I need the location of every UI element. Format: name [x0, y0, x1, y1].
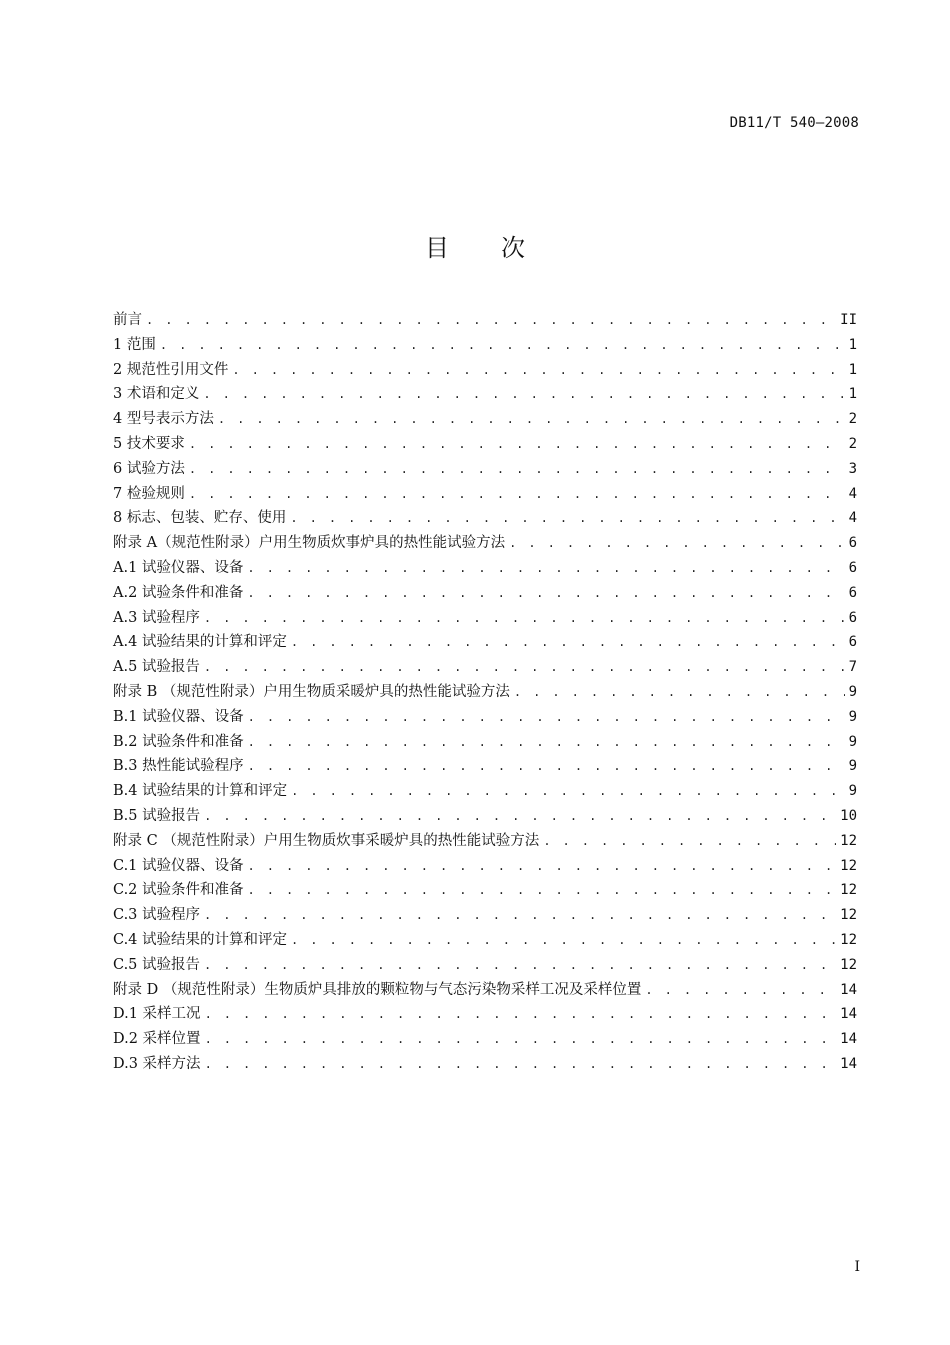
toc-entry-page: 12 [840, 857, 857, 874]
toc-entry-page: 9 [848, 758, 857, 775]
toc-entry-label: A.1 试验仪器、设备 [113, 559, 244, 576]
toc-entry[interactable] [113, 1002, 857, 1027]
toc-entry-page: II [840, 312, 857, 328]
toc-leader-dots [189, 482, 845, 507]
toc-leader-dots [291, 928, 836, 953]
page-number: I [854, 1259, 860, 1275]
toc-entry[interactable] [113, 531, 857, 556]
toc-entry-page: 6 [848, 559, 857, 576]
toc-entry[interactable] [113, 953, 857, 978]
toc-entry-page: 6 [848, 609, 857, 626]
toc-entry[interactable] [113, 630, 857, 655]
toc-leader-dots [290, 506, 844, 531]
toc-entry-label: C.4 试验结果的计算和评定 [113, 931, 288, 948]
toc-leader-dots [204, 953, 836, 978]
toc-leader-dots [232, 358, 844, 383]
toc-entry-label: B.5 试验报告 [113, 807, 201, 824]
toc-entry-page: 12 [840, 956, 857, 973]
toc-entry-label: C.5 试验报告 [113, 956, 201, 973]
toc-entry-page: 4 [848, 510, 857, 527]
toc-entry-label: A.4 试验结果的计算和评定 [113, 634, 287, 651]
toc-entry[interactable] [113, 407, 857, 432]
toc-leader-dots [205, 1052, 837, 1077]
toc-entry-page: 9 [848, 683, 857, 700]
toc-leader-dots [218, 407, 845, 432]
toc-leader-dots [203, 382, 844, 407]
toc-entry[interactable] [113, 779, 857, 804]
toc-leader-dots [291, 630, 845, 655]
toc-entry-page: 14 [840, 1006, 857, 1023]
toc-leader-dots [204, 903, 836, 928]
toc-entry-page: 7 [848, 659, 857, 676]
toc-entry-label: B.3 热性能试验程序 [113, 758, 244, 775]
toc-entry-page: 10 [840, 807, 857, 824]
document-id: DB11/T 540—2008 [729, 115, 859, 131]
toc-entry-page: 12 [840, 907, 857, 924]
toc-leader-dots [247, 581, 844, 606]
toc-entry[interactable] [113, 804, 857, 829]
toc-entry-page: 14 [840, 981, 857, 998]
toc-entry-page: 3 [848, 460, 857, 477]
toc-leader-dots [645, 978, 836, 1003]
toc-entry[interactable] [113, 903, 857, 928]
toc-entry[interactable] [113, 432, 857, 457]
toc-entry-label: 前言 [113, 312, 142, 328]
toc-leader-dots [146, 308, 836, 333]
toc-entry-label: D.1 采样工况 [113, 1006, 201, 1023]
toc-entry[interactable] [113, 382, 857, 407]
toc-leader-dots [205, 1027, 837, 1052]
toc-leader-dots [189, 457, 845, 482]
toc-entry-label: A.5 试验报告 [113, 659, 200, 676]
toc-entry-label: 8 标志、包装、贮存、使用 [113, 510, 287, 527]
toc-entry-label: 1 范围 [113, 336, 156, 353]
toc-title [0, 228, 950, 263]
toc-leader-dots [205, 1002, 837, 1027]
toc-entry-label: 附录 C （规范性附录）户用生物质炊事采暖炉具的热性能试验方法 [113, 832, 540, 849]
toc-entry-label: 3 术语和定义 [113, 386, 200, 403]
toc-entry[interactable] [113, 358, 857, 383]
toc-entry-label: 附录 D （规范性附录）生物质炉具排放的颗粒物与气态污染物采样工况及采样位置 [113, 981, 642, 998]
toc-entry-label: B.1 试验仪器、设备 [113, 708, 244, 725]
toc-entry[interactable] [113, 754, 857, 779]
toc-leader-dots [248, 878, 837, 903]
toc-entry-label: 4 型号表示方法 [113, 411, 214, 428]
toc-entry[interactable] [113, 457, 857, 482]
toc-entry[interactable] [113, 730, 857, 755]
toc-entry[interactable] [113, 680, 857, 705]
toc-entry-label: A.2 试验条件和准备 [113, 584, 244, 601]
toc-entry-label: 附录 A（规范性附录）户用生物质炊事炉具的热性能试验方法 [113, 535, 506, 552]
toc-entry[interactable] [113, 556, 857, 581]
toc-leader-dots [514, 680, 845, 705]
toc-entry[interactable] [113, 1052, 857, 1077]
toc-leader-dots [160, 333, 845, 358]
toc-entry[interactable] [113, 308, 857, 333]
toc-entry-label: 2 规范性引用文件 [113, 361, 229, 378]
toc-entry[interactable] [113, 482, 857, 507]
toc-entry[interactable] [113, 1027, 857, 1052]
toc-entry-page: 1 [848, 386, 857, 403]
toc-leader-dots [248, 754, 845, 779]
toc-entry-label: B.2 试验条件和准备 [113, 733, 244, 750]
toc-entry-label: A.3 试验程序 [113, 609, 200, 626]
toc-leader-dots [247, 556, 844, 581]
toc-entry-label: D.3 采样方法 [113, 1055, 201, 1072]
toc-entry-page: 2 [848, 411, 857, 428]
table-of-contents [113, 308, 857, 1077]
toc-entry-page: 9 [848, 733, 857, 750]
toc-entry-page: 6 [848, 584, 857, 601]
toc-entry-label: 7 检验规则 [113, 485, 185, 502]
toc-entry-page: 4 [848, 485, 857, 502]
toc-leader-dots [204, 804, 836, 829]
toc-entry[interactable] [113, 829, 857, 854]
toc-entry[interactable] [113, 854, 857, 879]
toc-leader-dots [509, 531, 844, 556]
toc-entry-page: 9 [848, 783, 857, 800]
toc-entry-label: 5 技术要求 [113, 435, 185, 452]
toc-entry[interactable] [113, 928, 857, 953]
toc-entry[interactable] [113, 333, 857, 358]
toc-entry-page: 1 [848, 361, 857, 378]
toc-entry-label: C.3 试验程序 [113, 907, 201, 924]
toc-leader-dots [291, 779, 844, 804]
toc-leader-dots [248, 705, 845, 730]
toc-entry-page: 2 [848, 435, 857, 452]
toc-entry-page: 6 [848, 535, 857, 552]
toc-title-char-2: 次 [501, 234, 525, 262]
toc-entry[interactable] [113, 506, 857, 531]
toc-entry-page: 14 [840, 1055, 857, 1072]
toc-leader-dots [189, 432, 845, 457]
toc-title-char-1: 目 [425, 234, 449, 262]
toc-leader-dots [248, 854, 837, 879]
toc-leader-dots [543, 829, 836, 854]
toc-entry-label: 6 试验方法 [113, 460, 185, 477]
toc-entry-label: 附录 B （规范性附录）户用生物质采暖炉具的热性能试验方法 [113, 683, 510, 700]
toc-entry[interactable] [113, 581, 857, 606]
toc-entry-page: 12 [840, 931, 857, 948]
toc-leader-dots [204, 606, 845, 631]
toc-entry-label: B.4 试验结果的计算和评定 [113, 783, 288, 800]
toc-entry-page: 9 [848, 708, 857, 725]
toc-entry-label: C.1 试验仪器、设备 [113, 857, 244, 874]
toc-entry[interactable] [113, 978, 857, 1003]
toc-entry-page: 12 [840, 882, 857, 899]
toc-leader-dots [204, 655, 845, 680]
toc-entry-page: 6 [848, 634, 857, 651]
toc-entry[interactable] [113, 878, 857, 903]
toc-entry[interactable] [113, 705, 857, 730]
toc-entry[interactable] [113, 606, 857, 631]
toc-entry[interactable] [113, 655, 857, 680]
toc-entry-page: 1 [848, 336, 857, 353]
toc-leader-dots [248, 730, 845, 755]
toc-entry-label: D.2 采样位置 [113, 1031, 201, 1048]
toc-entry-page: 12 [840, 832, 857, 849]
toc-entry-page: 14 [840, 1031, 857, 1048]
toc-entry-label: C.2 试验条件和准备 [113, 882, 244, 899]
